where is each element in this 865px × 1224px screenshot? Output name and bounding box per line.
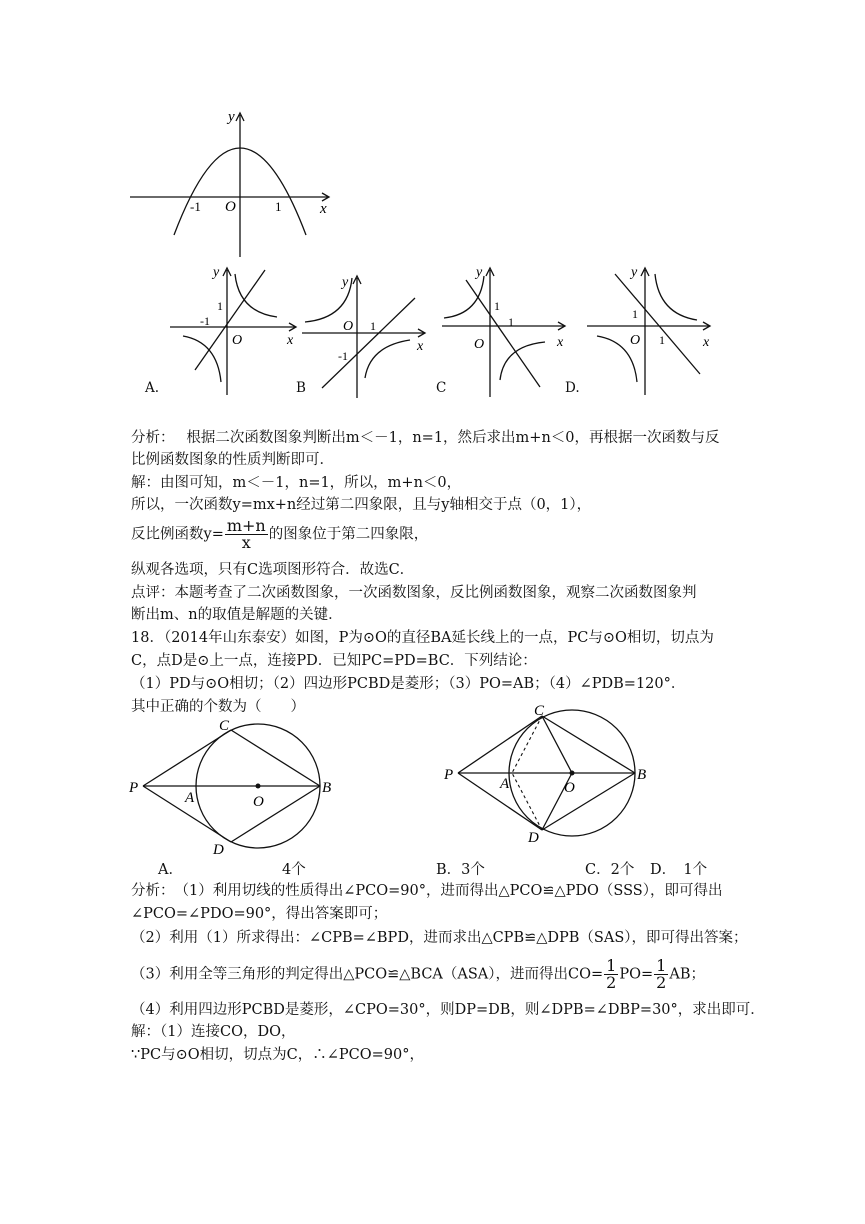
option-graph-b	[300, 270, 430, 400]
svg-text:O: O	[474, 337, 485, 352]
comment-17-line-1: 点评：本题考查了二次函数图象，一次函数图象，反比例函数图象，观察二次函数图象判	[131, 585, 697, 601]
option-a-value: 4个	[282, 862, 306, 878]
svg-text:x: x	[557, 335, 564, 350]
question-18-line-3: （1）PD与⊙O相切；（2）四边形PCBD是菱形；（3）PO=AB；（4）∠PDB=120°．	[131, 676, 686, 692]
svg-text:-1: -1	[200, 314, 210, 328]
svg-text:C: C	[534, 703, 545, 719]
svg-text:D: D	[528, 830, 539, 845]
option-d: D． 1个	[650, 862, 708, 878]
svg-text:O: O	[630, 333, 641, 348]
svg-text:1: 1	[632, 307, 638, 321]
svg-text:A: A	[500, 776, 510, 792]
svg-text:1: 1	[370, 319, 376, 333]
analysis-18-line-5: （4）利用四边形PCBD是菱形，∠CPO=30°，则DP=DB，则∠DPB=∠DBP=30°，求出即可．	[131, 1002, 765, 1018]
geometry-figure-right	[440, 700, 660, 845]
question-18-line-2: C，点D是⊙上一点，连接PD．已知PC=PD=BC．下列结论：	[131, 653, 537, 669]
svg-text:B: B	[637, 767, 647, 783]
solution-17-line-4: 纵观各选项，只有C选项图形符合．故选C．	[131, 562, 415, 578]
svg-text:y: y	[476, 265, 483, 280]
solution-17-line-3: 反比例函数y= $\frac{m+n}{x}$ 的图象位于第二四象限，	[131, 516, 429, 552]
analysis-18-line-1: 分析： （1）利用切线的性质得出∠PCO=90°，进而得出△PCO≌△PDO（SSS），即可得出	[131, 883, 723, 899]
solution-18-line-1: 解：（1）连接CO，DO，	[131, 1024, 296, 1040]
svg-text:1: 1	[659, 333, 665, 347]
option-a-label: A.	[145, 380, 160, 396]
fraction-m-plus-n-over-x: $\frac{m+n}{x}$	[226, 516, 266, 552]
geometry-figure-left	[125, 716, 340, 861]
svg-text:P: P	[129, 780, 139, 796]
option-graph-c	[440, 262, 570, 400]
svg-text:x: x	[703, 335, 710, 350]
analysis-17-line-2: 比例函数图象的性质判断即可．	[131, 452, 334, 468]
parabola-graph	[128, 105, 338, 260]
svg-text:O: O	[232, 333, 243, 348]
option-c: C．2个	[585, 862, 635, 878]
svg-text:O: O	[343, 319, 354, 334]
svg-text:O: O	[564, 780, 575, 796]
analysis-17-line-1: 分析： 根据二次函数图象判断出m＜－1，n=1，然后求出m+n＜0，再根据一次函数与反	[131, 430, 720, 446]
analysis-18-line-3: （2）利用（1）所求得出：∠CPB=∠BPD，进而求出△CPB≌△DPB（SAS），即可得出答案；	[131, 930, 748, 946]
svg-text:P: P	[444, 767, 454, 783]
question-18-line-1: 18．（2014年山东泰安）如图，P为⊙O的直径BA延长线上的一点，PC与⊙O相切，切点为	[131, 630, 714, 646]
option-a: A．	[158, 862, 183, 878]
svg-text:1: 1	[494, 299, 500, 313]
svg-text:O: O	[253, 794, 264, 810]
fraction-one-half-1: $\frac{1}{2}$	[606, 956, 617, 992]
option-b: B．3个	[436, 862, 485, 878]
svg-text:-1: -1	[338, 349, 348, 363]
svg-text:D: D	[213, 842, 224, 858]
option-graph-d	[585, 262, 715, 400]
parabola-x-label: x	[320, 201, 327, 217]
analysis-18-line-2: ∠PCO=∠PDO=90°，得出答案即可；	[131, 906, 388, 922]
option-b-label: B	[296, 380, 306, 396]
analysis-18-line-4: （3）利用全等三角形的判定得出△PCO≌△BCA（ASA），进而得出CO= $\frac{1}{2}$ PO= $\frac{1}{2}$ AB；	[131, 956, 705, 992]
svg-text:y: y	[342, 275, 349, 290]
question-18-line-4: 其中正确的个数为（ ）	[131, 699, 305, 715]
option-d-label: D.	[565, 380, 580, 396]
svg-text:1: 1	[508, 315, 514, 329]
parabola-tick-neg1: -1	[190, 199, 201, 214]
svg-text:1: 1	[217, 299, 223, 313]
option-c-label: C	[436, 380, 447, 396]
parabola-origin-label: O	[225, 199, 236, 215]
svg-text:B: B	[322, 780, 332, 796]
solution-17-line-1: 解：由图可知，m＜－1，n=1，所以，m+n＜0，	[131, 475, 462, 491]
svg-text:y: y	[213, 265, 220, 280]
svg-text:A: A	[185, 790, 195, 806]
svg-text:x: x	[287, 333, 294, 348]
svg-text:y: y	[631, 265, 638, 280]
parabola-y-label: y	[228, 109, 235, 125]
svg-text:C: C	[219, 718, 230, 734]
comment-17-line-2: 断出m、n的取值是解题的关键．	[131, 607, 343, 623]
solution-18-line-2: ∵PC与⊙O相切，切点为C，∴∠PCO=90°，	[131, 1047, 424, 1063]
solution-17-line-2: 所以，一次函数y=mx+n经过第二四象限，且与y轴相交于点（0，1），	[131, 497, 592, 513]
parabola-tick-1: 1	[275, 199, 282, 214]
svg-text:x: x	[417, 339, 424, 354]
fraction-one-half-2: $\frac{1}{2}$	[656, 956, 667, 992]
option-graph-a	[165, 262, 300, 400]
